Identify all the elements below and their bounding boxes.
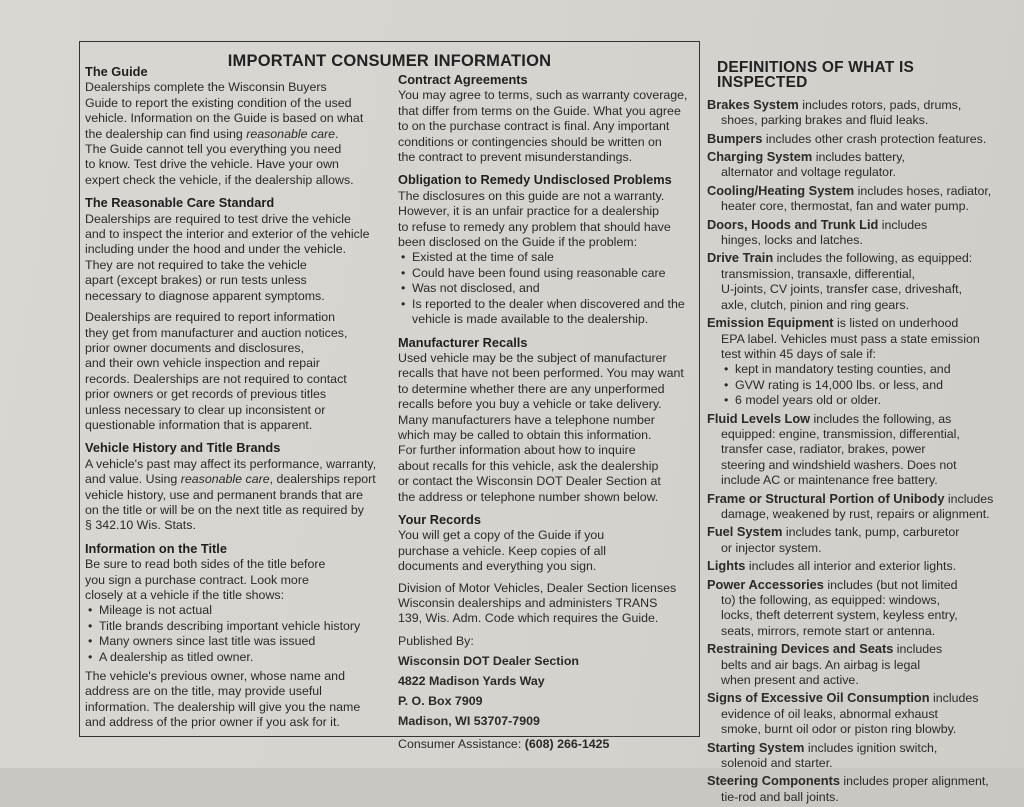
care-line: including under the hood and under the vehicle. [85, 242, 347, 257]
definition-first-line [707, 524, 1007, 540]
title-line: you sign a purchase contract. Look more [85, 572, 309, 587]
definition-item [707, 149, 1007, 181]
heading-remedy: Obligation to Remedy Undisclosed Problems [398, 172, 672, 188]
right-column [707, 60, 1007, 807]
contract-line: conditions or contingencies should be written on [398, 134, 662, 149]
list-item: • kept in mandatory testing counties, and [721, 362, 1007, 377]
definition-line: transmission, transaxle, differential, [721, 266, 915, 281]
care-line: apart (except brakes) or run tests unless [85, 273, 307, 288]
definition-first-line [707, 773, 1007, 789]
care-line: questionable information that is apparent. [85, 417, 313, 432]
remedy-line: The disclosures on this guide are not a warranty. [398, 188, 665, 203]
care-line: prior owner documents and disclosures, [85, 340, 305, 355]
section-published [398, 634, 698, 753]
remedy-line: been disclosed on the Guide if the problem: [398, 235, 638, 250]
title-after-line: address are on the title, may provide useful [85, 684, 322, 699]
definition-term: Starting System [707, 739, 805, 755]
records-line: documents and everything you sign. [398, 559, 597, 574]
definition-item [707, 558, 1007, 574]
consumer-assistance [398, 737, 698, 752]
list-item: • A dealership as titled owner. [85, 650, 390, 665]
definition-term: Bumpers [707, 130, 763, 146]
definition-text: includes battery, [812, 150, 905, 165]
remedy-bullet-list [398, 250, 698, 327]
recalls-line: about recalls for this vehicle, ask the dealership [398, 458, 659, 473]
care-line: records. Dealerships are not required to contact [85, 371, 347, 386]
records-paragraph-1 [398, 528, 698, 574]
care-line: they get from manufacturer and auction notices, [85, 325, 348, 340]
definition-item [707, 773, 1007, 805]
definition-line: belts and air bags. An airbag is legal [721, 657, 921, 672]
definition-first-line [707, 740, 1007, 756]
history-line: § 342.10 Wis. Stats. [85, 518, 196, 533]
definition-first-line [707, 97, 1007, 113]
publisher-street: 4822 Madison Yards Way [398, 674, 545, 689]
definition-item [707, 250, 1007, 313]
definition-term: Drive Train [707, 250, 774, 266]
definition-text: includes the following, as [810, 411, 952, 426]
definition-line: shoes, parking brakes and fluid leaks. [721, 113, 929, 128]
contract-line: the contract to prevent misunderstandings. [398, 150, 633, 165]
definition-bullet-list [707, 362, 1007, 408]
definition-item [707, 97, 1007, 129]
history-line [85, 472, 390, 487]
definition-term: Power Accessories [707, 576, 824, 592]
remedy-line: to refuse to remedy any problem that should have [398, 219, 671, 234]
guide-period: . [335, 126, 339, 141]
definition-line: alternator and voltage regulator. [721, 165, 896, 180]
contract-line: that differ from terms on the Guide. What you agree [398, 103, 681, 118]
guide-italic: reasonable care [246, 126, 336, 141]
heading-recalls: Manufacturer Recalls [398, 334, 528, 350]
definition-first-line [707, 217, 1007, 233]
title-after-line: information. The dealership will give you the name [85, 699, 361, 714]
list-item: • 6 model years old or older. [721, 393, 1007, 408]
contract-line: You may agree to terms, such as warranty coverage, [398, 88, 688, 103]
list-item: • Many owners since last title was issued [85, 634, 390, 649]
definition-term: Fuel System [707, 524, 783, 540]
definition-item [707, 524, 1007, 556]
remedy-line: However, it is an unfair practice for a dealership [398, 204, 660, 219]
definition-item [707, 690, 1007, 737]
section-the-guide [85, 64, 390, 188]
history-line: vehicle history, use and permanent brands that are [85, 487, 364, 502]
definition-line: equipped: engine, transmission, differential, [721, 426, 960, 441]
definition-first-line [707, 131, 1007, 147]
definition-term: Fluid Levels Low [707, 410, 811, 426]
guide-line: Guide to report the existing condition of the used [85, 95, 352, 110]
recalls-line: to determine whether there are any unperformed [398, 381, 665, 396]
definition-first-line [707, 149, 1007, 165]
history-italic: reasonable care [180, 472, 270, 487]
recalls-line: or contact the Wisconsin DOT Dealer Section at [398, 474, 661, 489]
history-line: A vehicle's past may affect its performance, warranty, [85, 456, 377, 471]
definition-line: when present and active. [721, 673, 859, 688]
definition-line: seats, mirrors, remote start or antenna. [721, 623, 936, 638]
definition-term: Steering Components [707, 773, 840, 789]
list-item: • GVW rating is 14,000 lbs. or less, and [721, 378, 1007, 393]
section-reasonable-care [85, 195, 390, 433]
definition-line: axle, clutch, pinion and ring gears. [721, 297, 910, 312]
definition-item [707, 577, 1007, 640]
heading-records: Your Records [398, 511, 481, 527]
definition-line: test within 45 days of sale if: [721, 346, 876, 361]
title-line: closely at a vehicle if the title shows: [85, 588, 285, 602]
records-line: Division of Motor Vehicles, Dealer Section licenses [398, 580, 677, 595]
definition-term: Lights [707, 558, 746, 574]
guide-line: expert check the vehicle, if the dealership allows. [85, 172, 354, 187]
heading-title-info: Information on the Title [85, 540, 227, 556]
history-text: , dealerships report [269, 472, 376, 487]
list-item: • Was not disclosed, and [398, 281, 698, 296]
list-item: • Mileage is not actual [85, 603, 390, 618]
section-contract [398, 72, 698, 165]
definition-first-line [707, 491, 1007, 507]
care-line: They are not required to take the vehicle [85, 257, 307, 272]
definition-line: or injector system. [721, 540, 822, 555]
definition-text: includes all interior and exterior lights. [745, 559, 957, 574]
definition-item [707, 491, 1007, 523]
section-records [398, 512, 698, 627]
recalls-line: Used vehicle may be the subject of manufacturer [398, 350, 667, 365]
definition-term: Frame or Structural Portion of Unibody [707, 490, 945, 506]
definition-line: U-joints, CV joints, transfer case, driveshaft, [721, 282, 963, 297]
title-after-line: The vehicle's previous owner, whose name and [85, 669, 345, 684]
guide-line: The Guide cannot tell you everything you need [85, 142, 342, 157]
list-item: • Is reported to the dealer when discovered and the vehicle is made available to the dealership. [398, 297, 698, 328]
definition-line: solenoid and starter. [721, 756, 833, 771]
definition-line: hinges, locks and latches. [721, 233, 863, 248]
contract-line: to on the purchase contract is final. Any important [398, 119, 670, 134]
definition-line: steering and windshield washers. Does not [721, 457, 957, 472]
care-line: necessary to diagnose apparent symptoms. [85, 288, 325, 303]
definition-term: Signs of Excessive Oil Consumption [707, 690, 930, 706]
definition-text: is listed on underhood [833, 316, 959, 331]
definition-first-line [707, 250, 1007, 266]
definition-line: damage, weakened by rust, repairs or alignment. [721, 506, 990, 521]
definitions-title: DEFINITIONS OF WHAT IS INSPECTED [717, 59, 914, 92]
definition-term: Emission Equipment [707, 315, 834, 331]
guide-line [85, 127, 390, 142]
definition-line: to) the following, as equipped: windows, [721, 593, 941, 607]
recalls-line: For further information about how to inquire [398, 443, 636, 458]
definition-text: includes [893, 642, 943, 657]
records-line: You will get a copy of the Guide if you [398, 528, 605, 543]
records-line: Wisconsin dealerships and administers TRANS [398, 596, 658, 610]
publisher-name: Wisconsin DOT Dealer Section [398, 654, 579, 669]
title-bullet-list [85, 603, 390, 665]
care-line: and to inspect the interior and exterior of the vehicle [85, 227, 370, 242]
definition-text: includes proper alignment, [839, 774, 989, 789]
definition-first-line [707, 558, 1007, 574]
care-line: Dealerships are required to test drive the vehicle [85, 211, 351, 226]
guide-line: Dealerships complete the Wisconsin Buyers [85, 80, 327, 95]
definition-first-line [707, 690, 1007, 706]
list-item: • Could have been found using reasonable care [398, 266, 698, 281]
definition-text: includes other crash protection features. [762, 131, 987, 146]
list-item: • Title brands describing important vehicle history [85, 619, 390, 634]
left-column [85, 64, 390, 738]
section-title-info [85, 541, 390, 731]
definition-first-line [707, 183, 1007, 199]
recalls-line: recalls before you buy a vehicle or take delivery. [398, 397, 662, 412]
definition-item [707, 411, 1007, 489]
definition-text: includes [944, 491, 994, 506]
list-item: • Existed at the time of sale [398, 250, 698, 265]
definition-line: transfer case, radiator, brakes, power [721, 442, 926, 457]
definition-item [707, 183, 1007, 215]
definitions-list [707, 97, 1007, 805]
definition-term: Doors, Hoods and Trunk Lid [707, 216, 879, 232]
definition-line: smoke, burnt oil odor or piston ring blowby. [721, 722, 957, 737]
guide-line: vehicle. Information on the Guide is based on what [85, 111, 364, 126]
guide-text: the dealership can find using [85, 126, 247, 141]
section-vehicle-history [85, 440, 390, 533]
history-text: and value. Using [85, 472, 181, 487]
definition-text: includes [878, 217, 928, 232]
care-line: and their own vehicle inspection and repair [85, 356, 320, 371]
definition-text: includes [929, 691, 979, 706]
definition-text: includes tank, pump, carburetor [782, 525, 960, 540]
definition-line: heater core, thermostat, fan and water pump. [721, 199, 969, 214]
definition-term: Brakes System [707, 96, 799, 112]
publisher-city: Madison, WI 53707-7909 [398, 714, 540, 729]
assistance-phone: (608) 266-1425 [524, 737, 610, 752]
definition-line: EPA label. Vehicles must pass a state emission [721, 331, 980, 346]
history-line: on the title or will be on the next title as required by [85, 502, 364, 517]
section-recalls [398, 335, 698, 505]
recalls-line: recalls that have not been performed. You may want [398, 366, 684, 381]
title-after-line: and address of the prior owner if you ask for it. [85, 715, 340, 730]
definition-line: include AC or maintenance free battery. [721, 473, 938, 488]
middle-column [398, 72, 698, 753]
heading-reasonable-care: The Reasonable Care Standard [85, 195, 275, 211]
recalls-line: Many manufacturers have a telephone number [398, 412, 655, 427]
definition-text: includes ignition switch, [804, 740, 938, 755]
definition-item [707, 641, 1007, 688]
definition-item [707, 740, 1007, 772]
guide-line: to know. Test drive the vehicle. Have your own [85, 157, 339, 172]
title-line: Be sure to read both sides of the title before [85, 557, 326, 572]
definition-first-line [707, 641, 1007, 657]
care-line: prior owners or get records of previous titles [85, 387, 327, 402]
recalls-line: the address or telephone number shown below. [398, 489, 659, 504]
definition-term: Cooling/Heating System [707, 182, 855, 198]
definition-text: includes the following, as equipped: [773, 251, 973, 266]
care-paragraph-1 [85, 212, 390, 304]
definition-first-line [707, 315, 1007, 331]
records-paragraph-2 [398, 581, 698, 627]
care-line: Dealerships are required to report information [85, 310, 336, 325]
definition-term: Restraining Devices and Seats [707, 641, 894, 657]
definition-item [707, 131, 1007, 147]
publisher-po-box: P. O. Box 7909 [398, 694, 483, 709]
recalls-line: which may be called to obtain this information. [398, 427, 652, 442]
definition-text: includes (but not limited [823, 577, 958, 592]
care-paragraph-2 [85, 310, 390, 433]
main-title: IMPORTANT CONSUMER INFORMATION [227, 52, 552, 70]
care-line: unless necessary to clear up inconsistent or [85, 402, 326, 417]
heading-contract: Contract Agreements [398, 72, 528, 87]
definition-term: Charging System [707, 149, 813, 165]
definition-item [707, 315, 1007, 408]
heading-the-guide: The Guide [85, 64, 148, 79]
records-line: 139, Wis. Adm. Code which requires the Guide. [398, 611, 659, 626]
heading-vehicle-history: Vehicle History and Title Brands [85, 440, 281, 456]
published-label: Published By: [398, 633, 474, 648]
records-line: purchase a vehicle. Keep copies of all [398, 543, 607, 558]
section-remedy [398, 172, 698, 327]
definition-item [707, 217, 1007, 249]
definition-line: locks, theft deterrent system, keyless entry, [721, 608, 958, 623]
definition-line: tie-rod and ball joints. [721, 789, 839, 804]
definition-first-line [707, 411, 1007, 427]
assistance-label: Consumer Assistance: [398, 737, 525, 752]
definition-first-line [707, 577, 1007, 593]
definition-line: evidence of oil leaks, abnormal exhaust [721, 706, 938, 721]
definition-text: includes rotors, pads, drums, [798, 97, 962, 112]
definition-text: includes hoses, radiator, [854, 183, 992, 198]
